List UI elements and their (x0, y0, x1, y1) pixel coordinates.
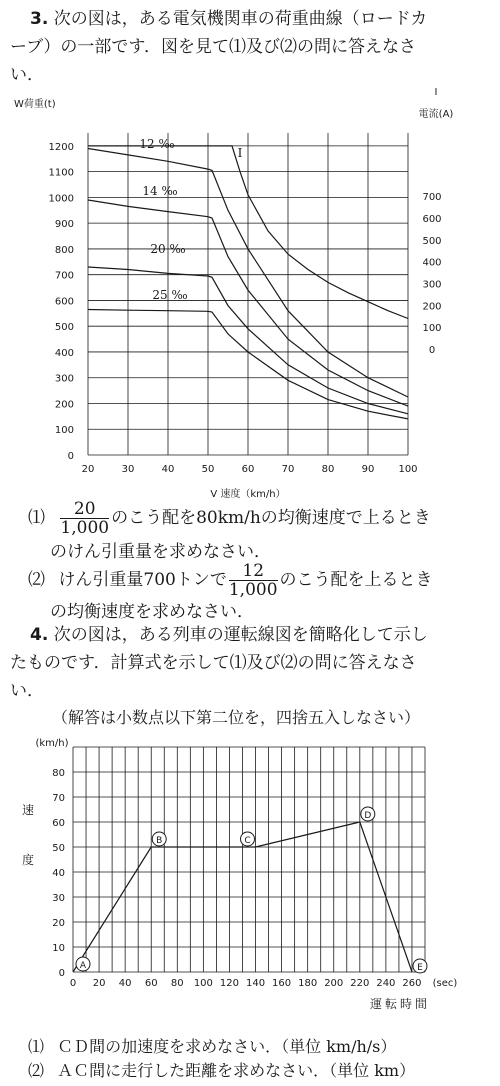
x-tick-label: 180 (298, 978, 318, 989)
q3-sub1-fraction: $\frac{20}{1,000}$ (60, 499, 110, 538)
x-tick-label: 120 (219, 978, 239, 989)
y-tick-label: 1100 (48, 167, 74, 179)
y-tick-label: 800 (54, 244, 74, 256)
q3-sub2-line1: ⑵ けん引重量700トンで $\frac{12}{1,000}$ のこう配を上るとき (28, 561, 433, 600)
y2-tick-label: 0 (428, 345, 436, 356)
series-label: 25 ‰ (152, 288, 188, 302)
x-tick-label: 30 (121, 464, 135, 475)
y-tick-label: 500 (54, 322, 74, 334)
y-tick-label: 40 (52, 868, 65, 879)
q3-number: 3. (30, 9, 49, 29)
y-axis-title-char: 速 (21, 803, 35, 817)
x-axis-title: V 速度（km/h） (210, 489, 286, 500)
q3-intro-line1: 3. 次の図は，ある電気機関車の荷重曲線（ロードカ (30, 9, 428, 29)
y-tick-label: 200 (54, 399, 74, 411)
q4-intro-line2: たものです．計算式を示して⑴及び⑵の問に答えなさ (10, 653, 417, 673)
y-tick-label: 700 (54, 270, 74, 282)
point-label: C (244, 836, 251, 846)
y2-axis-title-top: I (434, 87, 438, 98)
y-tick-label: 0 (58, 968, 65, 979)
q3-sub2-line2: の均衡速度を求めなさい． (50, 602, 254, 622)
series-label: I (237, 146, 243, 160)
x-tick-label: 40 (118, 978, 132, 989)
y2-tick-label: 400 (422, 257, 442, 269)
x-axis-title: 運転時間 (369, 997, 430, 1011)
x-tick-label: 260 (402, 978, 422, 989)
y-tick-label: 100 (54, 425, 74, 437)
x-tick-label: 80 (170, 978, 184, 989)
q4-note: （解答は小数点以下第二位を，四捨五入しなさい） (52, 708, 421, 727)
point-label: D (364, 811, 372, 821)
q4-sub1-number: ⑴ (28, 1037, 45, 1056)
x-tick-label: 20 (81, 464, 95, 475)
load-curve-chart (0, 85, 500, 505)
q4-sub2: ⑵ ＡＣ間に走行した距離を求めなさい．（単位 km） (28, 1061, 416, 1080)
q4-number: 4. (30, 625, 49, 645)
q3-sub1-line1: ⑴ $\frac{20}{1,000}$ のこう配を80km/hの均衡速度で上るとき (28, 499, 431, 538)
y-tick-label: 80 (52, 768, 65, 779)
y-tick-label: 30 (52, 893, 65, 904)
q4-intro-line3: い． (10, 681, 44, 701)
x-tick-label: 50 (201, 464, 215, 475)
q4-sub1: ⑴ ＣＤ間の加速度を求めなさい．（単位 km/h/s） (28, 1037, 397, 1056)
y-tick-label: 10 (52, 943, 65, 954)
y-tick-label: 0 (67, 451, 74, 462)
q4-sub2-number: ⑵ (28, 1061, 45, 1080)
y-tick-label: 1000 (48, 193, 74, 205)
y-tick-label: 50 (52, 843, 65, 854)
x-tick-label: 0 (69, 978, 77, 989)
y-tick-label: 20 (52, 918, 65, 929)
y2-tick-label: 300 (422, 279, 442, 291)
x-tick-label: 70 (281, 464, 295, 475)
y-tick-label: 900 (54, 219, 74, 231)
x-tick-label: 100 (193, 978, 213, 989)
x-tick-label: 90 (361, 464, 375, 475)
x-tick-label: 100 (398, 464, 418, 475)
x-tick-label: 220 (350, 978, 370, 989)
point-label: E (417, 963, 423, 973)
y2-axis-title: 電流(A) (418, 109, 454, 120)
x-tick-label: 200 (324, 978, 344, 989)
y-axis-unit: (km/h) (35, 738, 69, 749)
y2-tick-label: 600 (422, 213, 442, 225)
q3-sub2-fraction: $\frac{12}{1,000}$ (228, 561, 278, 600)
y2-tick-label: 100 (422, 323, 442, 335)
series-label: 14 ‰ (142, 184, 178, 198)
x-axis-unit: (sec) (432, 978, 458, 989)
operation-diagram-chart (0, 732, 500, 1032)
point-label: B (156, 836, 163, 846)
y-tick-label: 70 (52, 793, 65, 804)
y2-tick-label: 700 (422, 192, 442, 204)
x-tick-label: 80 (321, 464, 335, 475)
q3-sub1-line2: のけん引重量を求めなさい． (50, 542, 271, 562)
x-tick-label: 40 (161, 464, 175, 475)
x-tick-label: 140 (245, 978, 266, 989)
q3-intro-line3: い． (10, 65, 44, 85)
x-tick-label: 160 (272, 978, 292, 989)
y-axis-title: W荷重(t) (14, 99, 56, 110)
x-tick-label: 240 (376, 978, 396, 989)
q4-intro-line1: 4. 次の図は，ある列車の運転線図を簡略化して示し (30, 625, 428, 645)
q3-sub1-number: ⑴ (28, 508, 45, 528)
q3-sub2-number: ⑵ (28, 570, 45, 590)
x-tick-label: 60 (241, 464, 255, 475)
series-label: 12 ‰ (139, 137, 175, 151)
point-label: A (79, 961, 87, 971)
y-tick-label: 600 (54, 296, 74, 308)
y-axis-title-char: 度 (21, 853, 35, 867)
q3-intro-line2: ーブ）の一部です．図を見て⑴及び⑵の問に答えなさ (10, 37, 416, 57)
y2-tick-label: 500 (422, 235, 442, 247)
y-tick-label: 300 (54, 373, 74, 385)
y-tick-label: 400 (54, 347, 74, 359)
y2-tick-label: 200 (422, 301, 442, 313)
y-tick-label: 1200 (48, 141, 74, 153)
y-tick-label: 60 (52, 818, 65, 829)
x-tick-label: 20 (92, 978, 106, 989)
x-tick-label: 60 (144, 978, 158, 989)
series-label: 20 ‰ (150, 242, 186, 256)
